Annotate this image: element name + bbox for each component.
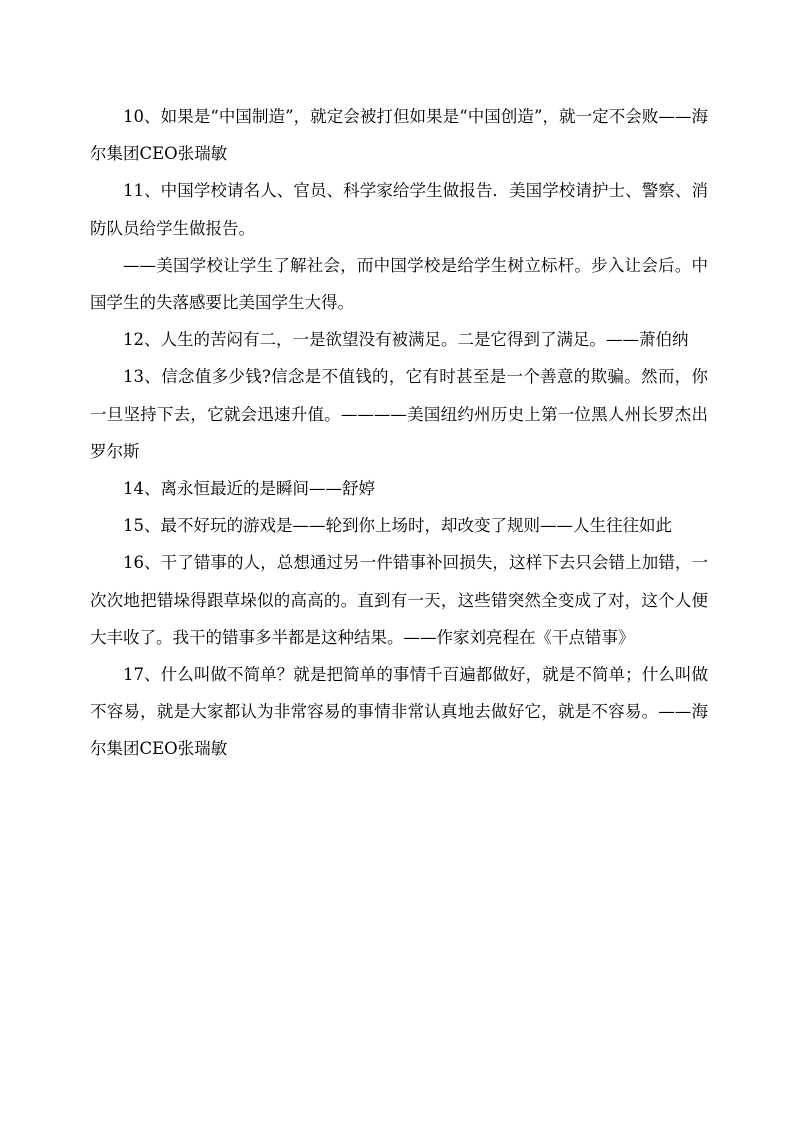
quote-paragraph-11-continued: ——美国学校让学生了解社会，而中国学校是给学生树立标杆。步入让会后。中国学生的失落感要比美国学生大得。 [90,255,708,313]
quote-paragraph-16: 16、干了错事的人，总想通过另一件错事补回损失，这样下去只会错上加错，一次次地把错垛得跟草垛似的高高的。直到有一天，这些错突然全变成了对，这个人便大丰收了。我干的错事多半都是这种结果。——作家刘亮程在《干点错事》 [90,553,708,647]
quote-paragraph-14: 14、离永恒最近的是瞬间——舒婷 [123,479,375,499]
quote-paragraph-17: 17、什么叫做不简单？就是把简单的事情千百遍都做好，就是不简单；什么叫做不容易，就是大家都认为非常容易的事情非常认真地去做好它，就是不容易。——海尔集团CEO张瑞敏 [90,665,708,759]
quote-paragraph-11: 11、中国学校请名人、官员、科学家给学生做报告．美国学校请护士、警察、消防队员给学生做报告。 [90,181,708,238]
document-body [90,98,708,768]
quote-paragraph-15: 15、最不好玩的游戏是——轮到你上场时，却改变了规则——人生往往如此 [123,516,672,536]
quote-paragraph-12: 12、人生的苦闷有二，一是欲望没有被满足。二是它得到了满足。——萧伯纳 [123,330,689,350]
quote-paragraph-13: 13、信念值多少钱?信念是不值钱的，它有时甚至是一个善意的欺骗。然而，你一旦坚持下去，它就会迅速升值。————美国纽约州历史上第一位黑人州长罗杰出 罗尔斯 [90,367,708,461]
quote-paragraph-10: 10、如果是“中国制造”，就定会被打但如果是“中国创造”，就一定不会败——海尔集团CEO张瑞敏 [90,107,708,164]
